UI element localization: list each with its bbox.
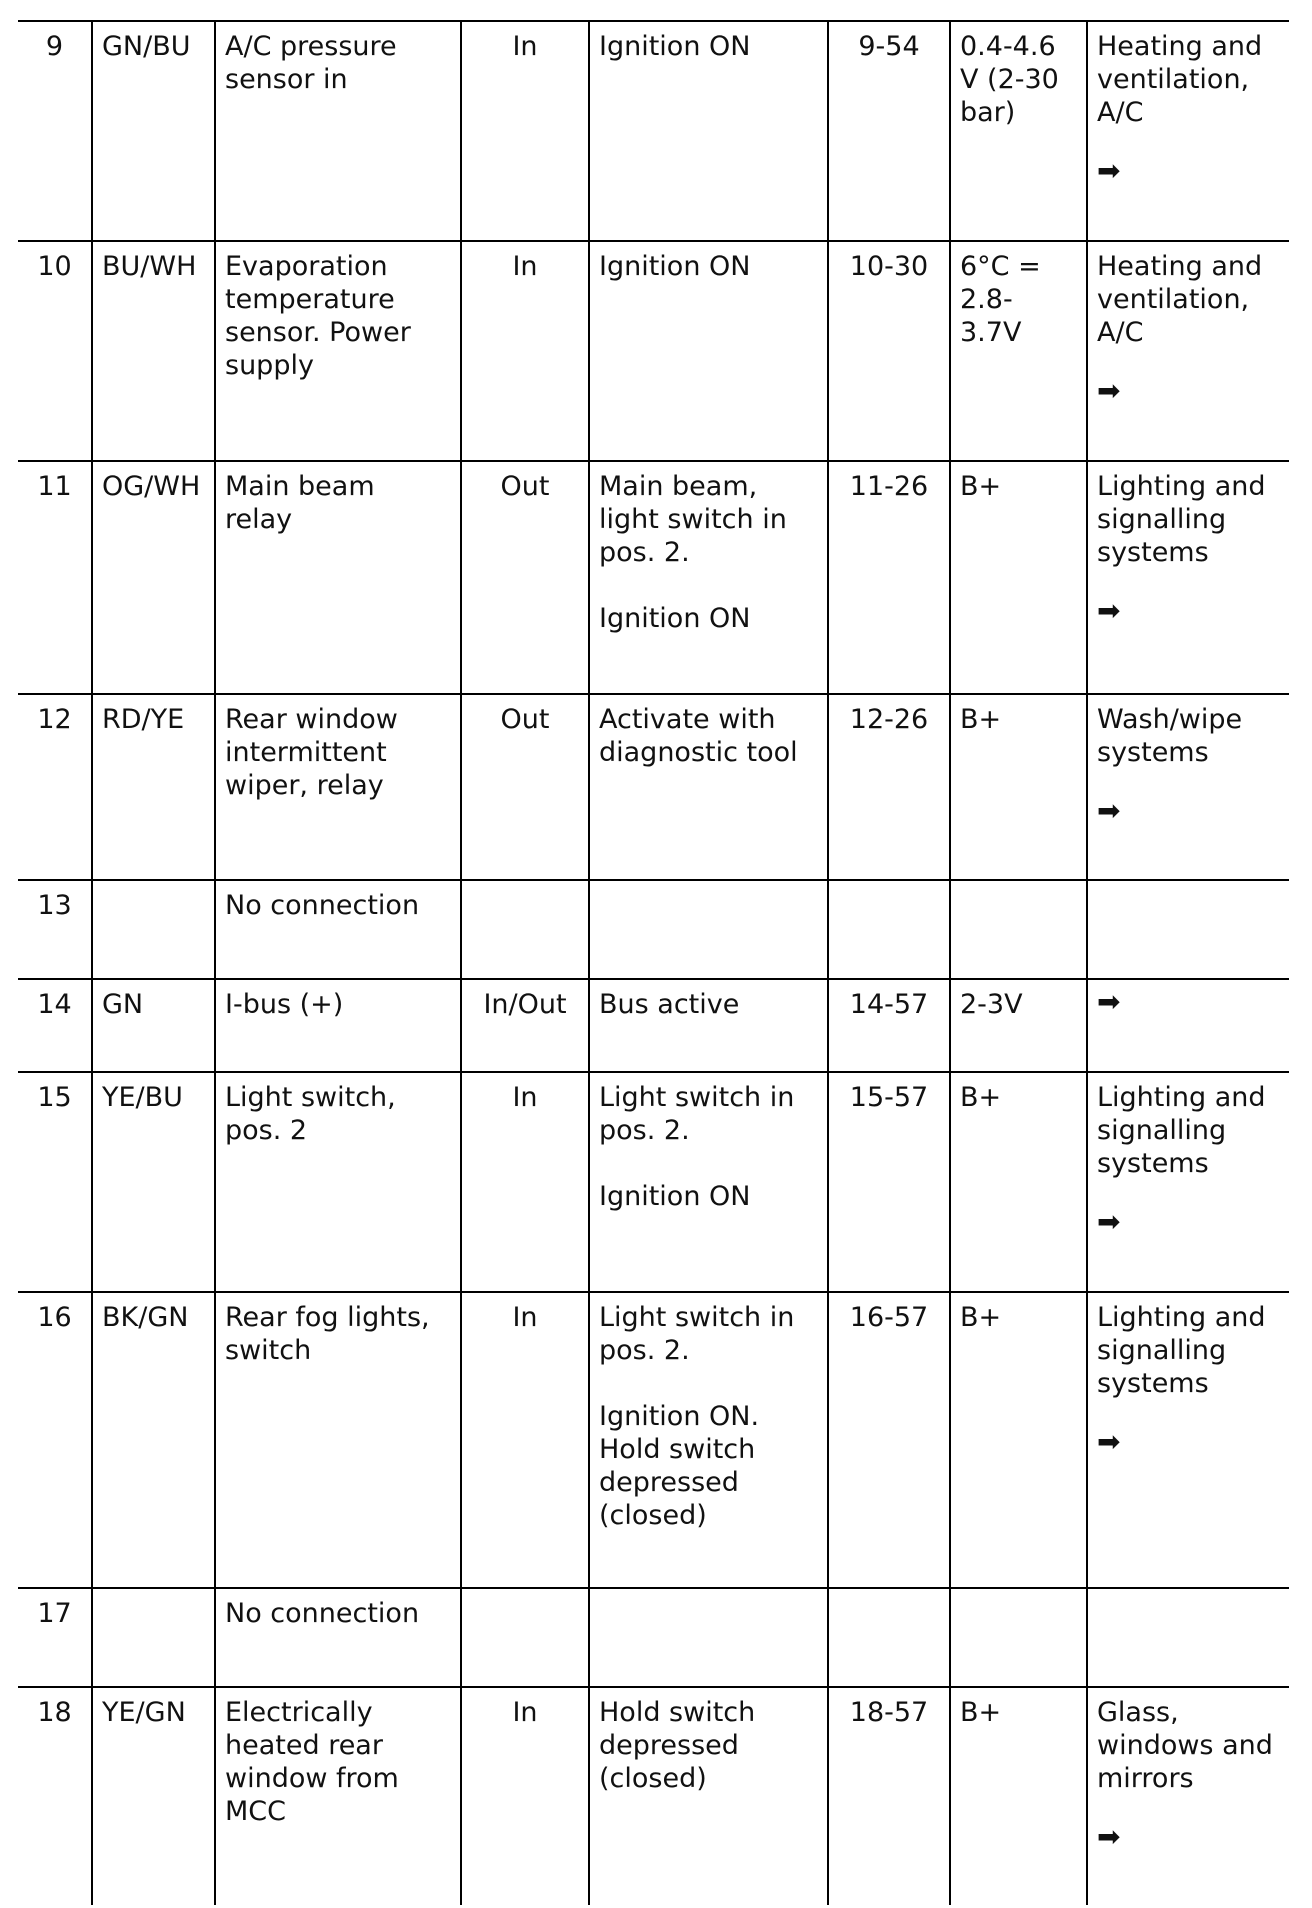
signal-direction-cell: In [461,1072,589,1292]
signal-direction-cell: Out [461,694,589,880]
cell-line: switch [225,1335,312,1366]
condition-cell [589,461,828,694]
wire-color-cell: BK/GN [92,1292,215,1588]
cell-line: Lighting and [1097,1302,1266,1333]
measuring-points-cell [828,1588,950,1687]
cell-line: (closed) [599,1763,707,1794]
measuring-points-cell: 18-57 [828,1687,950,1905]
wire-color-cell [92,1588,215,1687]
pin-number-cell: 18 [18,1687,92,1905]
cell-line: pos. 2 [225,1115,308,1146]
cell-line: depressed [599,1730,739,1761]
condition-cell [589,979,828,1072]
description-cell [215,461,461,694]
cell-line: signalling [1097,1115,1227,1146]
cell-line: mirrors [1097,1763,1194,1794]
table-row [18,241,1289,461]
description-cell [215,21,461,241]
cell-line: Bus active [599,989,740,1020]
table-row [18,1072,1289,1292]
cell-line: No connection [225,890,420,921]
cell-line: diagnostic tool [599,737,798,768]
reference-cell [1087,1687,1289,1905]
signal-direction-cell [461,1588,589,1687]
reference-cell [1087,1588,1289,1687]
wire-color-cell [92,880,215,979]
cell-line: pos. 2. [599,537,690,568]
cell-line: 6°C = [960,251,1041,282]
pin-number-cell: 15 [18,1072,92,1292]
cell-line: Hold switch [599,1434,756,1465]
condition-cell [589,21,828,241]
cell-line: Ignition ON [599,1181,751,1212]
cell-line: light switch in [599,504,787,535]
measuring-points-cell: 10-30 [828,241,950,461]
pin-number-cell: 14 [18,979,92,1072]
wire-color-cell: BU/WH [92,241,215,461]
nominal-value-cell [950,880,1087,979]
table-row [18,21,1289,241]
cell-line: Light switch, [225,1082,396,1113]
condition-cell [589,1687,828,1905]
wire-color-cell: YE/BU [92,1072,215,1292]
cell-line: windows and [1097,1730,1273,1761]
cell-line: ventilation, [1097,64,1250,95]
cell-line: Ignition ON. [599,1401,760,1432]
cell-line: ventilation, [1097,284,1250,315]
cell-line: A/C [1097,97,1144,128]
paragraph-gap [599,1147,818,1180]
cell-line: supply [225,350,314,381]
cell-line: Heating and [1097,31,1263,62]
cell-line: A/C [1097,317,1144,348]
cell-line: Main beam, [599,471,758,502]
measuring-points-cell: 15-57 [828,1072,950,1292]
cell-line: pos. 2. [599,1115,690,1146]
nominal-value-cell [950,21,1087,241]
cell-line: systems [1097,537,1209,568]
description-cell [215,241,461,461]
pin-number-cell: 9 [18,21,92,241]
cell-line: Rear fog lights, [225,1302,430,1333]
wire-color-cell: RD/YE [92,694,215,880]
reference-cell [1087,979,1289,1072]
cell-line: 2.8- [960,284,1013,315]
cell-line: 3.7V [960,317,1022,348]
table-row [18,979,1289,1072]
nominal-value-cell [950,1292,1087,1588]
nominal-value-cell [950,1687,1087,1905]
description-cell [215,1292,461,1588]
reference-cell [1087,1292,1289,1588]
condition-cell [589,1292,828,1588]
paragraph-gap [599,1367,818,1400]
pin-number-cell: 11 [18,461,92,694]
signal-direction-cell: In [461,21,589,241]
cell-line: systems [1097,1368,1209,1399]
table-row [18,1292,1289,1588]
table-row [18,880,1289,979]
signal-direction-cell [461,880,589,979]
measuring-points-cell: 14-57 [828,979,950,1072]
reference-cell [1087,1072,1289,1292]
cell-line: sensor. Power [225,317,411,348]
arrow-right-icon[interactable]: ➡ [1097,154,1121,187]
condition-cell [589,694,828,880]
table-row [18,1588,1289,1687]
cell-line: B+ [960,471,1002,502]
measuring-points-cell [828,880,950,979]
measuring-points-cell: 11-26 [828,461,950,694]
cell-line: wiper, relay [225,770,384,801]
signal-direction-cell: In [461,241,589,461]
cell-line: V (2-30 [960,64,1059,95]
signal-direction-cell: In [461,1292,589,1588]
cell-line: B+ [960,1697,1002,1728]
arrow-right-icon[interactable]: ➡ [1097,374,1121,407]
cell-line: pos. 2. [599,1335,690,1366]
nominal-value-cell [950,1072,1087,1292]
reference-cell [1087,21,1289,241]
pin-table [18,20,1289,1905]
cell-line: Ignition ON [599,603,751,634]
cell-line: Ignition ON [599,251,751,282]
cell-line: I-bus (+) [225,989,344,1020]
table-row [18,461,1289,694]
description-cell [215,979,461,1072]
cell-line: Wash/wipe [1097,704,1243,735]
cell-line: systems [1097,1148,1209,1179]
cell-line: Hold switch [599,1697,756,1728]
cell-line: window from [225,1763,399,1794]
table-row [18,694,1289,880]
signal-direction-cell: In/Out [461,979,589,1072]
reference-cell [1087,694,1289,880]
condition-cell [589,880,828,979]
arrow-right-icon[interactable]: ➡ [1097,985,1121,1018]
cell-line: Glass, [1097,1697,1179,1728]
arrow-right-icon[interactable]: ➡ [1097,1820,1121,1853]
cell-line: B+ [960,704,1002,735]
cell-line: bar) [960,97,1016,128]
wire-color-cell: OG/WH [92,461,215,694]
arrow-right-icon[interactable]: ➡ [1097,794,1121,827]
cell-line: 0.4-4.6 [960,31,1056,62]
cell-line: (closed) [599,1500,707,1531]
nominal-value-cell [950,1588,1087,1687]
cell-line: Main beam [225,471,375,502]
nominal-value-cell [950,694,1087,880]
cell-line: 2-3V [960,989,1023,1020]
measuring-points-cell: 12-26 [828,694,950,880]
description-cell [215,1072,461,1292]
condition-cell [589,1588,828,1687]
arrow-right-icon[interactable]: ➡ [1097,1425,1121,1458]
cell-line: B+ [960,1082,1002,1113]
cell-line: Light switch in [599,1302,795,1333]
cell-line: relay [225,504,293,535]
cell-line: Light switch in [599,1082,795,1113]
measuring-points-cell: 9-54 [828,21,950,241]
pin-number-cell: 13 [18,880,92,979]
signal-direction-cell: Out [461,461,589,694]
cell-line: Electrically [225,1697,373,1728]
cell-line: systems [1097,737,1209,768]
cell-line: B+ [960,1302,1002,1333]
pin-number-cell: 10 [18,241,92,461]
cell-line: temperature [225,284,395,315]
measuring-points-cell: 16-57 [828,1292,950,1588]
signal-direction-cell: In [461,1687,589,1905]
description-cell [215,880,461,979]
cell-line: MCC [225,1796,287,1827]
nominal-value-cell [950,241,1087,461]
wire-color-cell: GN/BU [92,21,215,241]
arrow-right-icon[interactable]: ➡ [1097,594,1121,627]
cell-line: signalling [1097,504,1227,535]
cell-line: intermittent [225,737,387,768]
pin-number-cell: 12 [18,694,92,880]
pin-number-cell: 17 [18,1588,92,1687]
description-cell [215,1687,461,1905]
description-cell [215,694,461,880]
cell-line: Ignition ON [599,31,751,62]
cell-line: signalling [1097,1335,1227,1366]
cell-line: heated rear [225,1730,383,1761]
cell-line: Rear window [225,704,398,735]
cell-line: depressed [599,1467,739,1498]
condition-cell [589,1072,828,1292]
wire-color-cell: YE/GN [92,1687,215,1905]
pin-table-body [18,21,1289,1905]
reference-cell [1087,880,1289,979]
description-cell [215,1588,461,1687]
cell-line: sensor in [225,64,348,95]
arrow-right-icon[interactable]: ➡ [1097,1205,1121,1238]
table-row [18,1687,1289,1905]
wire-color-cell: GN [92,979,215,1072]
reference-cell [1087,241,1289,461]
condition-cell [589,241,828,461]
nominal-value-cell [950,461,1087,694]
cell-line: A/C pressure [225,31,397,62]
cell-line: Activate with [599,704,776,735]
cell-line: Lighting and [1097,1082,1266,1113]
pin-number-cell: 16 [18,1292,92,1588]
cell-line: Heating and [1097,251,1263,282]
cell-line: No connection [225,1598,420,1629]
cell-line: Lighting and [1097,471,1266,502]
nominal-value-cell [950,979,1087,1072]
paragraph-gap [599,569,818,602]
reference-cell [1087,461,1289,694]
cell-line: Evaporation [225,251,388,282]
